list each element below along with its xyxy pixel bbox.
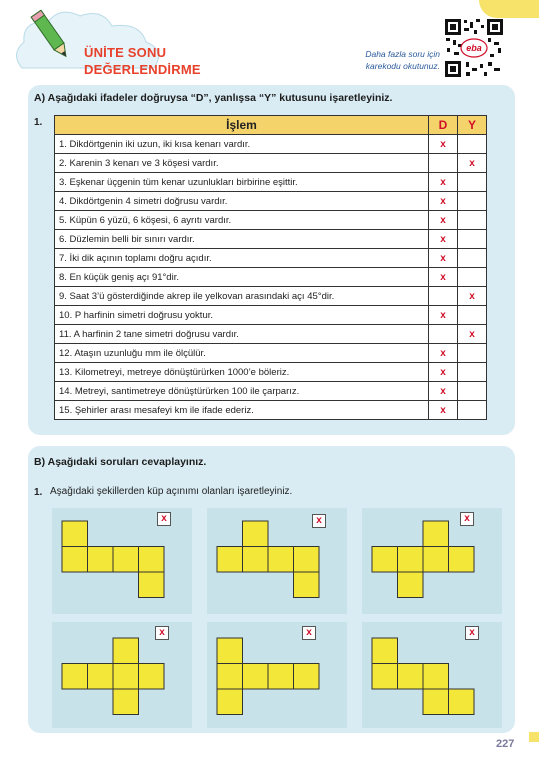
table-row	[55, 363, 487, 382]
d-checkbox[interactable]: x	[429, 306, 458, 325]
statement-cell: 3. Eşkenar üçgenin tüm kenar uzunlukları birbirine eşittir.	[55, 173, 429, 192]
cube-net-drawing	[52, 622, 192, 728]
net-square	[294, 572, 320, 598]
section-a-question-number: 1.	[34, 117, 43, 128]
table-header-row	[55, 116, 487, 135]
table-row	[55, 306, 487, 325]
net-square	[449, 689, 475, 715]
cube-net-figure	[52, 622, 192, 728]
y-checkbox[interactable]	[458, 211, 487, 230]
net-square	[243, 547, 269, 573]
statement-cell: 14. Metreyi, santimetreye dönüştürürken 100 ile çarparız.	[55, 382, 429, 401]
net-square	[62, 521, 88, 547]
statement-cell: 4. Dikdörtgenin 4 simetri doğrusu vardır.	[55, 192, 429, 211]
y-checkbox[interactable]	[458, 363, 487, 382]
net-square	[88, 664, 114, 690]
net-square	[423, 664, 449, 690]
answer-checkbox[interactable]: x	[155, 626, 169, 640]
d-checkbox[interactable]: x	[429, 382, 458, 401]
d-checkbox[interactable]: x	[429, 192, 458, 211]
y-checkbox[interactable]	[458, 135, 487, 154]
d-column-header: D	[429, 116, 458, 135]
net-square	[217, 638, 243, 664]
y-checkbox[interactable]	[458, 306, 487, 325]
net-square	[372, 638, 398, 664]
answer-checkbox[interactable]: x	[460, 512, 474, 526]
title-line-2: DEĞERLENDİRME	[84, 62, 201, 77]
y-checkbox[interactable]	[458, 268, 487, 287]
table-row	[55, 154, 487, 173]
net-square	[217, 689, 243, 715]
d-checkbox[interactable]	[429, 154, 458, 173]
cube-net-drawing	[207, 508, 347, 614]
statement-cell: 13. Kilometreyi, metreye dönüştürürken 1000’e böleriz.	[55, 363, 429, 382]
table-row	[55, 344, 487, 363]
true-false-table	[54, 115, 487, 420]
statement-cell: 5. Küpün 6 yüzü, 6 köşesi, 6 ayrıtı vardır.	[55, 211, 429, 230]
net-square	[113, 689, 139, 715]
net-square	[113, 547, 139, 573]
net-square	[62, 547, 88, 573]
statement-cell: 7. İki dik açının toplamı doğru açıdır.	[55, 249, 429, 268]
net-square	[423, 521, 449, 547]
answer-checkbox[interactable]: x	[302, 626, 316, 640]
table-row	[55, 382, 487, 401]
d-checkbox[interactable]	[429, 287, 458, 306]
statement-cell: 8. En küçük geniş açı 91°dir.	[55, 268, 429, 287]
d-checkbox[interactable]: x	[429, 173, 458, 192]
d-checkbox[interactable]: x	[429, 344, 458, 363]
page-number-tab	[529, 732, 539, 742]
net-square	[243, 664, 269, 690]
cube-net-drawing	[52, 508, 192, 614]
net-square	[372, 664, 398, 690]
net-square	[294, 547, 320, 573]
y-checkbox[interactable]: x	[458, 154, 487, 173]
statement-cell: 1. Dikdörtgenin iki uzun, iki kısa kenarı vardır.	[55, 135, 429, 154]
cube-net-drawing	[362, 508, 502, 614]
cube-net-figure	[362, 622, 502, 728]
table-row	[55, 268, 487, 287]
table-row	[55, 401, 487, 420]
net-square	[139, 664, 165, 690]
cube-net-figure	[52, 508, 192, 614]
cube-net-figure	[207, 622, 347, 728]
table-row	[55, 192, 487, 211]
net-square	[217, 547, 243, 573]
cube-net-figure	[362, 508, 502, 614]
answer-checkbox[interactable]: x	[465, 626, 479, 640]
y-checkbox[interactable]	[458, 344, 487, 363]
d-checkbox[interactable]: x	[429, 230, 458, 249]
table-row	[55, 249, 487, 268]
section-b-question-number: 1.	[34, 487, 43, 498]
cube-net-figure	[207, 508, 347, 614]
net-square	[88, 547, 114, 573]
section-b-question: Aşağıdaki şekillerden küp açınımı olanları işaretleyiniz.	[50, 486, 293, 497]
d-checkbox[interactable]: x	[429, 249, 458, 268]
net-square	[217, 664, 243, 690]
net-square	[449, 547, 475, 573]
table-row	[55, 135, 487, 154]
statement-cell: 2. Karenin 3 kenarı ve 3 köşesi vardır.	[55, 154, 429, 173]
table-row	[55, 230, 487, 249]
net-square	[372, 547, 398, 573]
cube-net-drawing	[362, 622, 502, 728]
statement-cell: 6. Düzlemin belli bir sınırı vardır.	[55, 230, 429, 249]
table-row	[55, 211, 487, 230]
net-square	[268, 547, 294, 573]
d-checkbox[interactable]: x	[429, 268, 458, 287]
net-square	[423, 547, 449, 573]
d-checkbox[interactable]: x	[429, 135, 458, 154]
pencil-icon	[28, 5, 74, 65]
d-checkbox[interactable]: x	[429, 363, 458, 382]
table-row	[55, 325, 487, 344]
y-column-header: Y	[458, 116, 487, 135]
net-square	[423, 689, 449, 715]
net-square	[139, 572, 165, 598]
statement-cell: 11. A harfinin 2 tane simetri doğrusu vardır.	[55, 325, 429, 344]
statement-column-header: İşlem	[55, 116, 429, 135]
y-checkbox[interactable]	[458, 230, 487, 249]
net-square	[113, 664, 139, 690]
table-row	[55, 287, 487, 306]
corner-decoration	[479, 0, 539, 18]
y-checkbox[interactable]: x	[458, 325, 487, 344]
y-checkbox[interactable]	[458, 382, 487, 401]
net-square	[62, 664, 88, 690]
net-square	[398, 664, 424, 690]
unit-title	[84, 44, 201, 78]
statement-cell: 12. Ataşın uzunluğu mm ile ölçülür.	[55, 344, 429, 363]
eba-logo: eba	[466, 43, 482, 53]
title-line-1: ÜNİTE SONU	[84, 45, 167, 60]
statement-cell: 9. Saat 3’ü gösterdiğinde akrep ile yelkovan arasındaki açı 45°dir.	[55, 287, 429, 306]
net-square	[243, 521, 269, 547]
d-checkbox[interactable]	[429, 325, 458, 344]
d-checkbox[interactable]: x	[429, 211, 458, 230]
table-row	[55, 173, 487, 192]
section-b-instruction: B) Aşağıdaki soruları cevaplayınız.	[34, 456, 207, 468]
net-square	[139, 547, 165, 573]
d-checkbox[interactable]: x	[429, 401, 458, 420]
net-square	[398, 572, 424, 598]
y-checkbox[interactable]: x	[458, 287, 487, 306]
answer-checkbox[interactable]: x	[312, 514, 326, 528]
answer-checkbox[interactable]: x	[157, 512, 171, 526]
section-a-instruction: A) Aşağıdaki ifadeler doğruysa “D”, yanlışsa “Y” kutusunu işaretleyiniz.	[34, 92, 393, 104]
net-square	[294, 664, 320, 690]
qr-note: Daha fazla soru için karekodu okutunuz.	[365, 49, 440, 71]
net-square	[113, 638, 139, 664]
net-square	[398, 547, 424, 573]
statement-cell: 10. P harfinin simetri doğrusu yoktur.	[55, 306, 429, 325]
y-checkbox[interactable]	[458, 401, 487, 420]
cube-net-drawing	[207, 622, 347, 728]
net-square	[268, 664, 294, 690]
page-number: 227	[496, 738, 515, 750]
qr-code-icon[interactable]	[444, 18, 504, 78]
y-checkbox[interactable]	[458, 173, 487, 192]
y-checkbox[interactable]	[458, 249, 487, 268]
y-checkbox[interactable]	[458, 192, 487, 211]
statement-cell: 15. Şehirler arası mesafeyi km ile ifade ederiz.	[55, 401, 429, 420]
